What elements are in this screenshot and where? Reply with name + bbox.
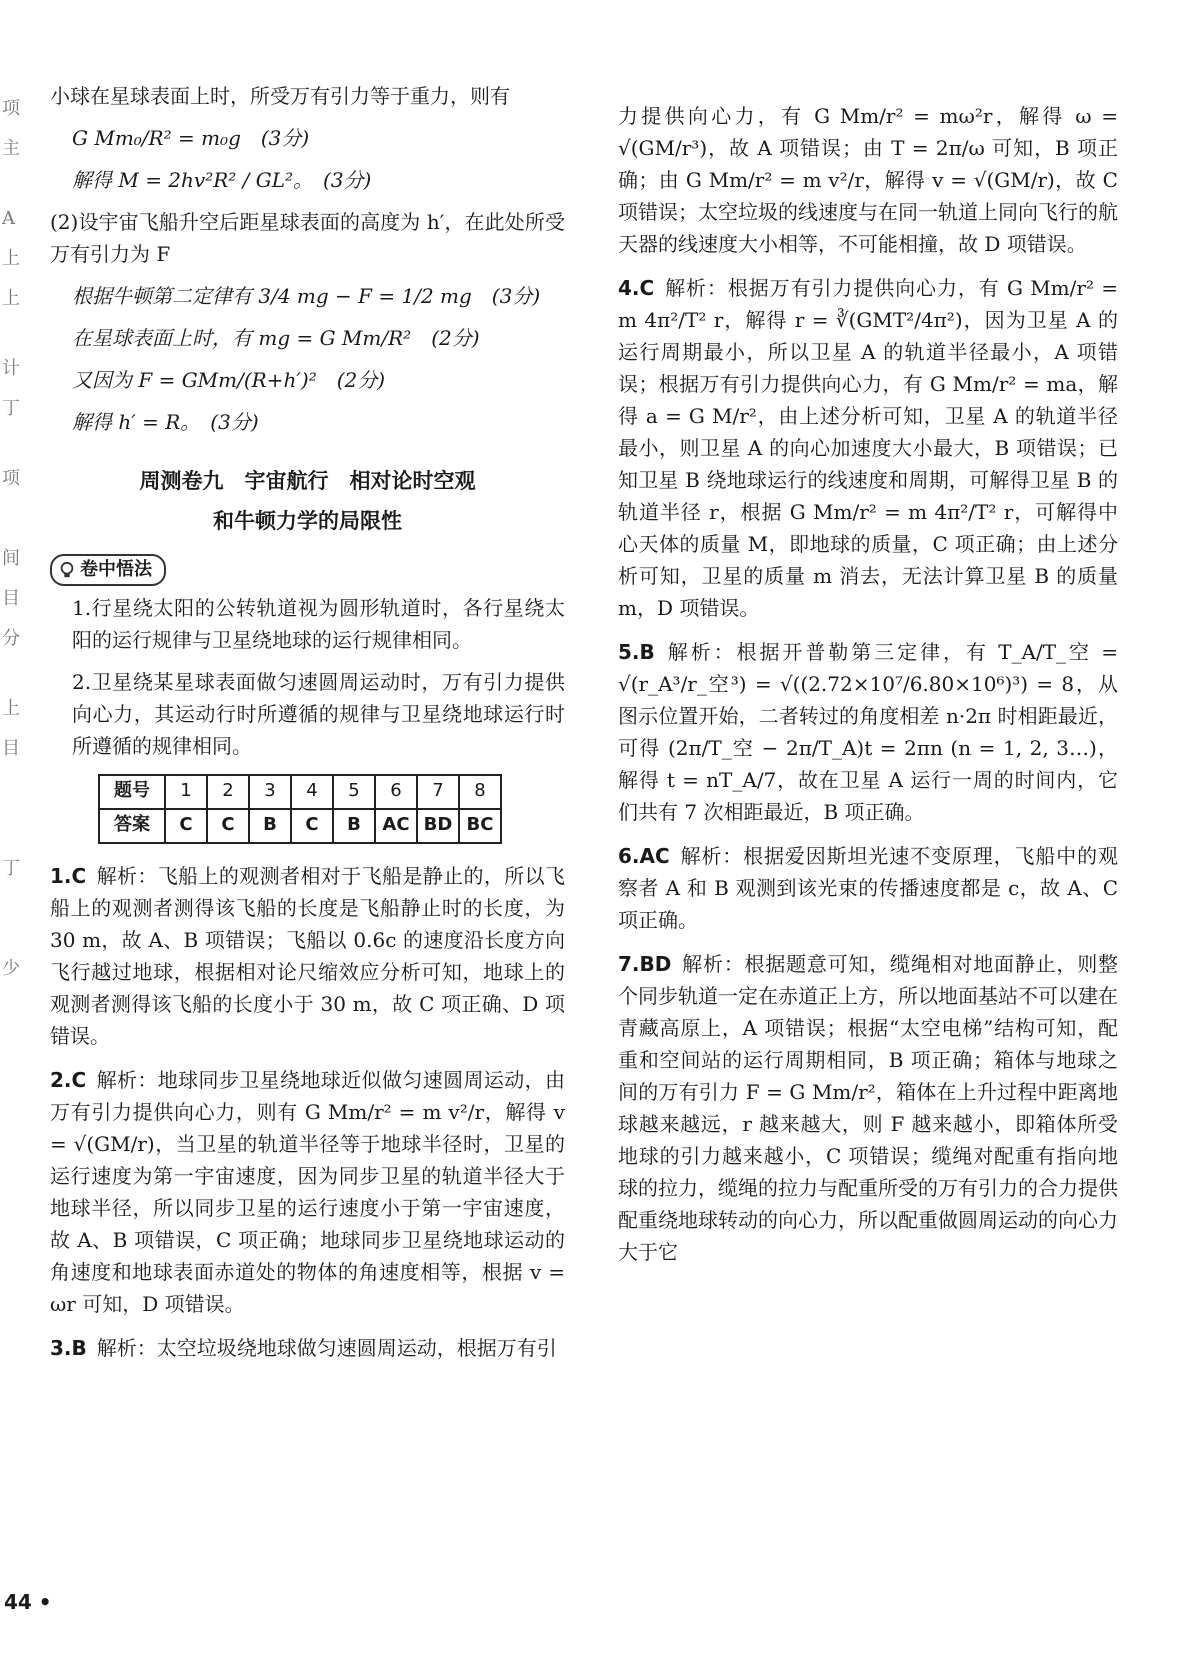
margin-char: 上 <box>2 248 20 269</box>
margin-char: 间 <box>2 548 20 569</box>
solution-q3-continued <box>618 100 1118 260</box>
question-number-cell: 1 <box>165 775 207 809</box>
solution-q5 <box>618 636 1118 828</box>
margin-char: 计 <box>2 358 20 379</box>
solution-text: 解析：根据题意可知，缆绳相对地面静止，则整个同步轨道一定在赤道正上方，所以地面基站不可以建在青藏高原上，A 项错误；根据“太空电梯”结构可知，配重和空间站的运行周期相同，B 项正确；箱体与地球之间的万有引力 F = G Mm/r²，箱体在上升过程中距离地球越来越远，r 越来越大，则 F 越来越小，即箱体所受地球的引力越来越小，C 项错误；缆绳对配重有指向地球的拉力，缆绳的拉力与配重所受的万有引力的合力提供配重绕地球转动的向心力，所以配重做圆周运动的向心力大于它 <box>618 952 1118 1264</box>
margin-cropped-text <box>0 60 22 1240</box>
part2-text: (2)设宇宙飞船升空后距星球表面的高度为 h′，在此处所受万有引力为 F <box>50 210 565 266</box>
margin-char: 上 <box>2 288 20 309</box>
question-number: 6.AC <box>618 844 670 868</box>
tip-item: 2.卫星绕某星球表面做匀速圆周运动时，万有引力提供向心力，其运动行时所遵循的规律与卫星绕地球运行时所遵循的规律相同。 <box>72 669 565 758</box>
solution-text: 力提供向心力，有 G Mm/r² = mω²r，解得 ω = √(GM/r³)，故 A 项错误；由 T = 2π/ω 可知，B 项正确；由 G Mm/r² = m v²/r，解得 v = √(GM/r)，故 C 项错误；太空垃圾的线速度与在同一轨道上同向飞行的航天器的线速度大小相等，不可能相撞，故 D 项错误。 <box>618 104 1118 256</box>
table-header-cell: 答案 <box>99 809 165 843</box>
margin-char: 目 <box>2 588 20 609</box>
margin-char: 项 <box>2 468 20 489</box>
margin-char: 少 <box>2 958 20 979</box>
answer-cell: B <box>249 809 291 843</box>
question-number: 5.B <box>618 640 655 664</box>
formula-height: 解得 h′ = R。 (3分) <box>72 410 259 434</box>
tip-badge <box>50 554 166 586</box>
question-number-cell: 3 <box>249 775 291 809</box>
solution-q3-start <box>50 1332 565 1364</box>
table-header-cell: 题号 <box>99 775 165 809</box>
solution-q1 <box>50 860 565 1052</box>
answer-cell: C <box>207 809 249 843</box>
question-number: 7.BD <box>618 952 672 976</box>
margin-char: A <box>2 208 15 229</box>
question-number-cell: 4 <box>291 775 333 809</box>
solution-text: 解析：太空垃圾绕地球做匀速圆周运动，根据万有引 <box>96 1335 557 1360</box>
solution-text: 解析：飞船上的观测者相对于飞船是静止的，所以飞船上的观测者测得该飞船的长度是飞船静止时的长度，为 30 m，故 A、B 项错误；飞船以 0.6c 的速度沿长度方向飞行越过地球，根据相对论尺缩效应分析可知，地球上的观测者测得该飞船的长度小于 30 m，故 C 项正确、D 项错误。 <box>50 863 565 1048</box>
question-number: 2.C <box>50 1067 87 1092</box>
margin-char: 丁 <box>2 398 20 419</box>
tip-item: 1.行星绕太阳的公转轨道视为圆形轨道时，各行星绕太阳的运行规律与卫星绕地球的运行规律相同。 <box>72 595 565 652</box>
answer-cell: B <box>333 809 375 843</box>
formula-gravity: G Mm₀/R² = m₀g (3分) <box>72 126 310 150</box>
solution-text: 解析：根据开普勒第三定律，有 T_A/T_空 = √(r_A³/r_空³) = √((2.72×10⁷/6.80×10⁶)³) = 8，从图示位置开始，二者转过的角度相差 n·2π 时相距最近，可得 (2π/T_空 − 2π/T_A)t = 2πn (n = 1, 2, 3…)，解得 t = nT_A/7，故在卫星 A 运行一周的时间内，它们共有 7 次相距最近，B 项正确。 <box>618 640 1118 824</box>
solution-text: 解析：根据万有引力提供向心力，有 G Mm/r² = m 4π²/T² r，解得 r = ∛(GMT²/4π²)，因为卫星 A 的运行周期最小，所以卫星 A 的轨道半径最小，A 项错误；根据万有引力提供向心力，有 G Mm/r² = ma，解得 a = G M/r²，由上述分析可知，卫星 A 的轨道半径最小，则卫星 A 的向心加速度大小最大，B 项错误；已知卫星 B 绕地球运行的线速度和周期，可解得卫星 B 的轨道半径 r，根据 G Mm/r² = m 4π²/T² r，可解得中心天体的质量 M，即地球的质量，C 项正确；由上述分析可知，卫星的质量 m 消去，无法计算卫星 B 的质量 m，D 项错误。 <box>618 276 1118 620</box>
solution-text: 解析：根据爱因斯坦光速不变原理，飞船中的观察者 A 和 B 观测到该光束的传播速度都是 c，故 A、C 项正确。 <box>618 844 1118 932</box>
margin-char: 目 <box>2 738 20 759</box>
question-number-cell: 8 <box>459 775 501 809</box>
margin-char: 丁 <box>2 858 20 879</box>
answer-table-row-numbers <box>99 775 501 809</box>
question-number: 1.C <box>50 863 87 888</box>
formula-force: 又因为 F = GMm/(R+h′)² (2分) <box>72 368 386 392</box>
left-column <box>50 80 565 1376</box>
solution-q2 <box>50 1064 565 1320</box>
solution-q4 <box>618 272 1118 624</box>
solution-q6 <box>618 840 1118 936</box>
question-number-cell: 2 <box>207 775 249 809</box>
answer-cell: BD <box>417 809 459 843</box>
question-number-cell: 5 <box>333 775 375 809</box>
margin-char: 上 <box>2 698 20 719</box>
question-number-cell: 6 <box>375 775 417 809</box>
lightbulb-icon <box>58 561 76 579</box>
formula-mass: 解得 M = 2hv²R² / GL²。 (3分) <box>72 168 372 192</box>
solution-text: 解析：地球同步卫星绕地球近似做匀速圆周运动，由万有引力提供向心力，则有 G Mm/r² = m v²/r，解得 v = √(GM/r)，当卫星的轨道半径等于地球半径时，卫星的运行速度为第一宇宙速度，因为同步卫星的轨道半径大于地球半径，所以同步卫星的运行速度小于第一宇宙速度，故 A、B 项错误，C 项正确；地球同步卫星绕地球运动的角速度和地球表面赤道处的物体的角速度相等，根据 v = ωr 可知，D 项错误。 <box>50 1067 565 1316</box>
answer-cell: AC <box>375 809 417 843</box>
answer-cell: C <box>165 809 207 843</box>
page-number: 44 • <box>4 1590 52 1614</box>
margin-char: 分 <box>2 628 20 649</box>
answer-cell: C <box>291 809 333 843</box>
tip-label: 卷中悟法 <box>80 558 152 580</box>
section-title <box>50 462 565 542</box>
section-title-line2: 和牛顿力学的局限性 <box>213 508 402 533</box>
intro-text: 小球在星球表面上时，所受万有引力等于重力，则有 <box>50 84 510 108</box>
right-column <box>618 100 1118 1280</box>
question-number-cell: 7 <box>417 775 459 809</box>
formula-surface: 在星球表面上时，有 mg = G Mm/R² (2分) <box>72 326 480 350</box>
formula-newton: 根据牛顿第二定律有 3/4 mg − F = 1/2 mg (3分) <box>72 284 541 308</box>
margin-char: 主 <box>2 138 20 159</box>
margin-char: 项 <box>2 98 20 119</box>
solution-q7 <box>618 948 1118 1268</box>
question-number: 3.B <box>50 1335 87 1360</box>
answer-cell: BC <box>459 809 501 843</box>
question-number: 4.C <box>618 276 655 300</box>
answer-table <box>98 774 502 844</box>
answer-table-row-answers <box>99 809 501 843</box>
section-title-line1: 周测卷九 宇宙航行 相对论时空观 <box>139 469 476 493</box>
